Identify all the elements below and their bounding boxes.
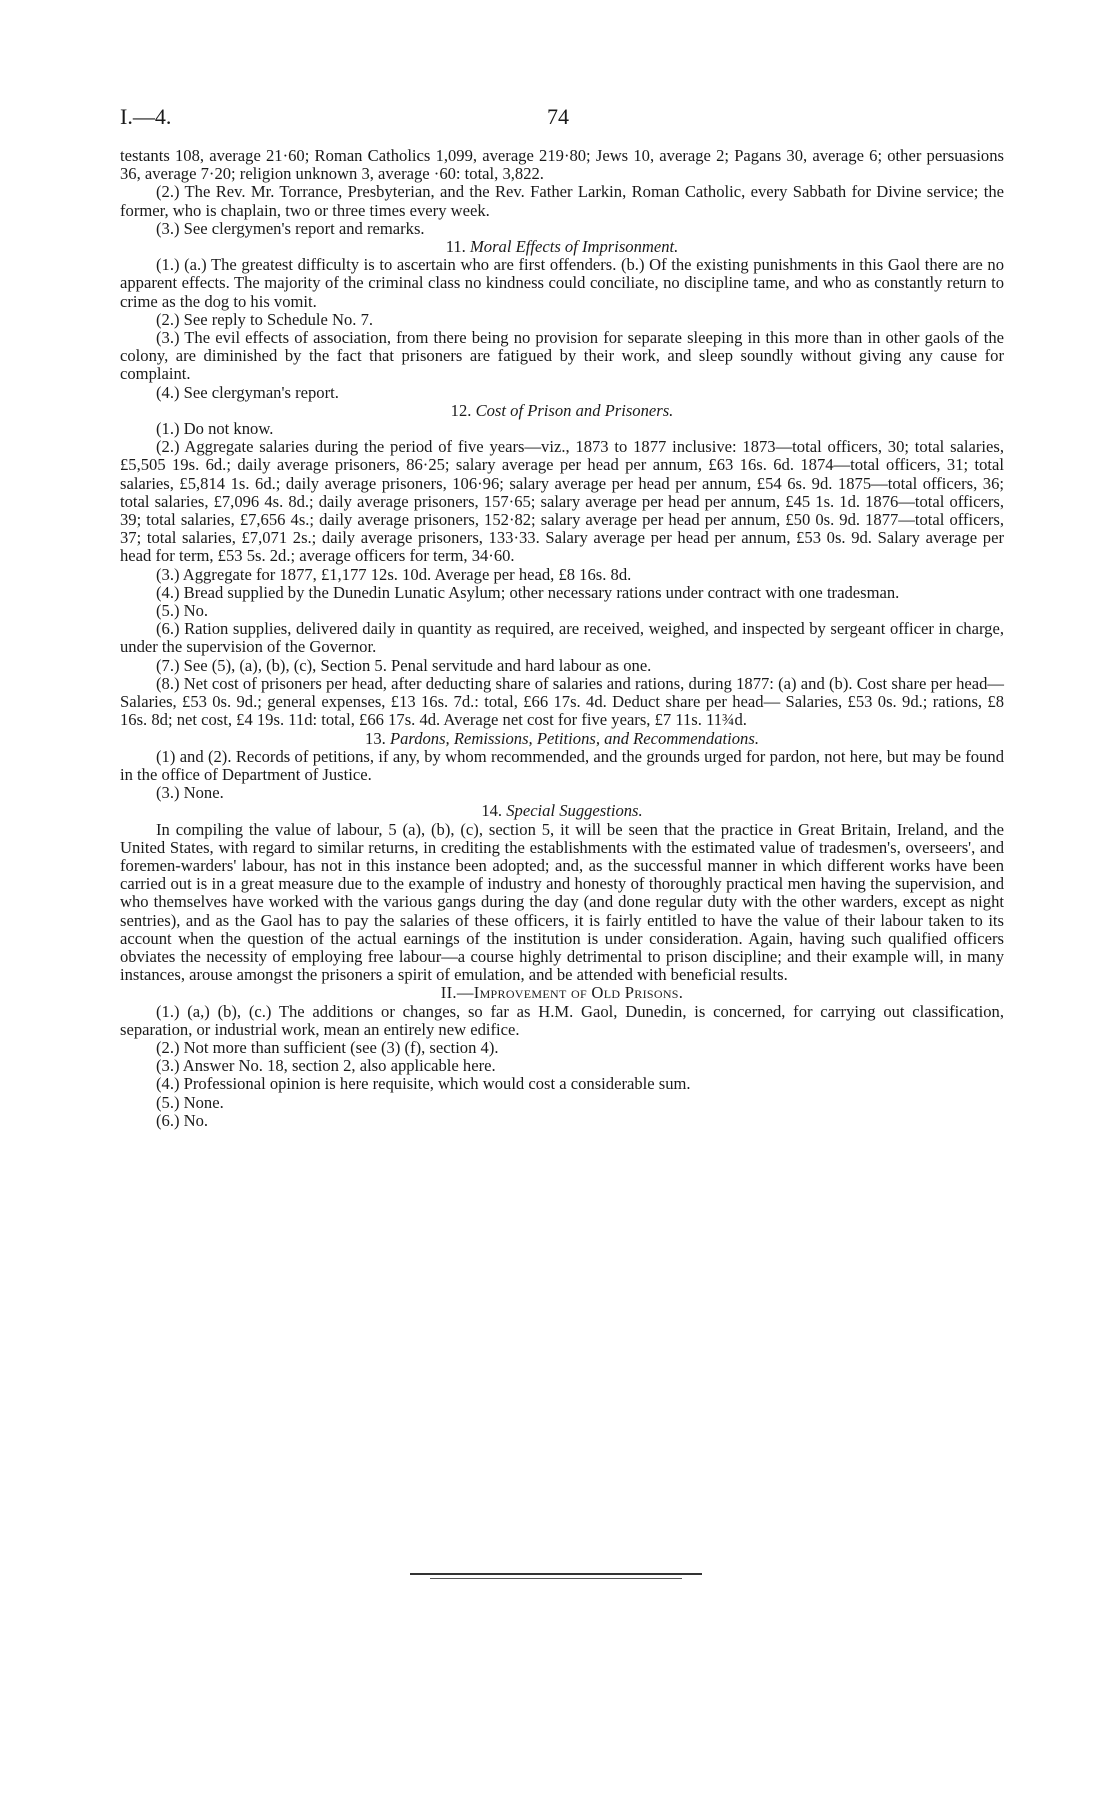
paragraph: (1.) (a.) The greatest difficulty is to ascertain who are first offenders. (b.) Of the existing punishments in this Gaol there are no apparent effects. The majority of the criminal class no kindness could conciliate, no discipline tame, and who as constantly return to crime as the dog to his vomit. [120,255,1004,311]
paragraph: (8.) Net cost of prisoners per head, after deducting share of salaries and rations, during 1877: (a) and (b). Cost share per head—Salaries, £53 0s. 9d.; general expenses, £13 16s. 7d.: total, £66 17s. 4d. Deduct share per head— Salaries, £53 0s. 9d.; rations, £8 16s. 8d; net cost, £4 19s. 11d: total, £66 17s. 4d. Average net cost for five years, £7 11s. 11¾d. [120,673,1004,730]
paragraph: (6.) Ration supplies, delivered daily in quantity as required, are received, weighed, and inspected by sergeant officer in charge, under the supervision of the Governor. [120,619,1004,657]
section-title: Special Suggestions. [506,801,643,821]
paragraph: (3.) See clergymen's report and remarks. [156,218,425,238]
paragraph: (2.) The Rev. Mr. Torrance, Presbyterian, and the Rev. Father Larkin, Roman Catholic, every Sabbath for Divine service; the former, who is chaplain, two or three times every week. [120,182,1004,220]
section-title: Pardons, Remissions, Petitions, and Recommendations. [389,728,759,748]
section-number: 14. [481,801,503,821]
section-title: Cost of Prison and Prisoners. [475,400,674,420]
paragraph: (2.) Aggregate salaries during the period of five years—viz., 1873 to 1877 inclusive: 1873—total officers, 30; total salaries, £5,505 19s. 6d.; daily average prisoners, 86·25; salary average per head per annum, £63 16s. 6d. 1874—total officers, 31; total salaries, £5,814 1s. 6d.; daily average prisoners, 106·96; salary average per head per annum, £54 6s. 9d. 1875—total officers, 36; total salaries, £7,096 4s. 8d.; daily average prisoners, 157·65; salary average per head per annum, £45 1s. 1d. 1876—total officers, 39; total salaries, £7,656 4s.; daily average prisoners, 152·82; salary average per head per annum, £50 0s. 9d. 1877—total officers, 37; total salaries, £7,071 2s.; daily average prisoners, 133·33. Salary average per head per annum, £53 0s. 9d. Salary average per head for term, £53 5s. 2d.; average officers for term, 34·60. [120,437,1004,566]
closing-rule [410,1573,702,1575]
paragraph: (3.) Aggregate for 1877, £1,177 12s. 10d. Average per head, £8 16s. 8d. [156,564,632,584]
section-heading-ii: II.—Improvement of Old Prisons. [440,983,684,1003]
paragraph: (2.) See reply to Schedule No. 7. [156,309,374,329]
section-number: 13. [365,728,386,748]
paragraph: (5.) None. [156,1092,224,1112]
paragraph: (1.) (a,) (b), (c.) The additions or changes, so far as H.M. Gaol, Dunedin, is concerned, for carrying out classification, separation, or industrial work, mean an entirely new edifice. [120,1001,1004,1039]
document-reference: I.—4. [120,104,172,129]
section-heading-13 [120,730,1004,748]
paragraph: (3.) The evil effects of association, from there being no provision for separate sleeping in this more than in other gaols of the colony, are diminished by the fact that prisoners are fatigued by their work, and sleep soundly without giving any cause for complaint. [120,328,1004,384]
paragraph: (1.) Do not know. [156,419,274,439]
paragraph: (5.) No. [156,601,209,621]
page-number: 74 [547,104,569,129]
paragraph: (3.) Answer No. 18, section 2, also applicable here. [156,1056,496,1076]
section-heading-11 [120,238,1004,256]
section-number: 11. [445,237,466,257]
section-number: 12. [450,400,472,420]
paragraph: (3.) None. [156,783,224,803]
paragraph: (4.) See clergyman's report. [156,382,339,402]
document-body [120,147,1004,1130]
paragraph: (7.) See (5), (a), (b), (c), Section 5. Penal servitude and hard labour as one. [156,655,652,675]
closing-rule-thin [430,1578,682,1579]
paragraph: (4.) Professional opinion is here requisite, which would cost a considerable sum. [156,1074,691,1094]
paragraph: (1) and (2). Records of petitions, if any, by whom recommended, and the grounds urged for pardon, not here, but may be found in the office of Department of Justice. [120,746,1004,784]
section-heading-12 [120,402,1004,420]
paragraph: (2.) Not more than sufficient (see (3) (f), section 4). [156,1037,499,1057]
section-heading-14 [120,802,1004,820]
paragraph: testants 108, average 21·60; Roman Catholics 1,099, average 219·80; Jews 10, average 2; Pagans 30, average 6; other persuasions 36, average 7·20; religion unknown 3, average ·60: total, 3,822. [120,146,1004,184]
paragraph: (4.) Bread supplied by the Dunedin Lunatic Asylum; other necessary rations under contract with one tradesman. [156,582,900,602]
paragraph: (6.) No. [156,1110,209,1130]
section-title: Moral Effects of Imprisonment. [469,237,679,257]
paragraph: In compiling the value of labour, 5 (a), (b), (c), section 5, it will be seen that the practice in Great Britain, Ireland, and the United States, with regard to similar returns, in crediting the establishments with the estimated value of tradesmen's, overseers', and foremen-warders' labour, has not in this instance been adopted; and, as the successful manner in which different works have been carried out is in a great measure due to the example of industry and honesty of thoroughly practical men having the supervision, and who themselves have worked with the various gangs during the day (and done regular duty with the other warders, except as night sentries), and as the Gaol has to pay the salaries of these officers, it is fairly entitled to have the value of their labour taken to its account when the question of the actual earnings of the institution is under consideration. Again, having such qualified officers obviates the necessity of employing free labour—a course highly detrimental to prison discipline; and their example will, in many instances, arouse amongst the prisoners a spirit of emulation, and be attended with beneficial results. [120,819,1004,985]
